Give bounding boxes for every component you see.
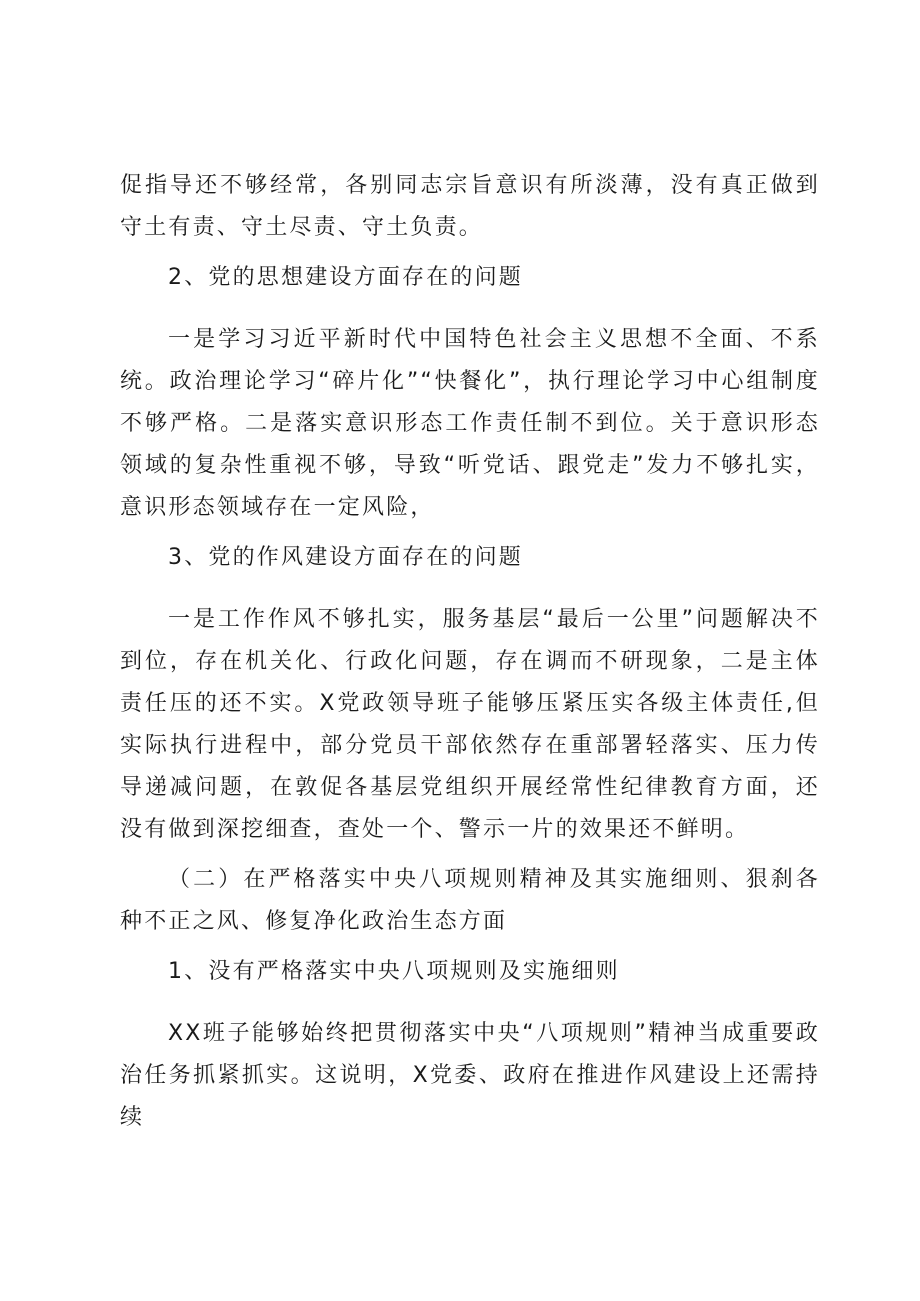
body-paragraph-continued: 促指导还不够经常，各别同志宗旨意识有所淡薄，没有真正做到守土有责、守土尽责、守土负责。 — [120, 173, 820, 240]
subheading-ideological-building: 2、党的思想建设方面存在的问题 — [168, 265, 523, 290]
subheading-eight-rules-implementation: 1、没有严格落实中央八项规则及实施细则 — [168, 959, 620, 984]
body-paragraph-work-style: 一是工作作风不够扎实，服务基层“最后一公里”问题解决不到位，存在机关化、行政化问题，存在调而不研现象，二是主体责任压的还不实。X党政领导班子能够压紧压实各级主体责任,但实际执行进程中，部分党员干部依然存在重部署轻落实、压力传导递减问题，在敦促各基层党组织开展经常性纪律教育方面，还没有做到深挖细查，查处一个、警示一片的效果还不鲜明。 — [120, 607, 820, 842]
body-paragraph-eight-rules: XX班子能够始终把贯彻落实中央“八项规则”精神当成重要政治任务抓紧抓实。这说明，X党委、政府在推进作风建设上还需持续 — [120, 1021, 820, 1130]
subheading-work-style-building: 3、党的作风建设方面存在的问题 — [168, 545, 523, 570]
document-page — [120, 165, 820, 1139]
section-heading-eight-rules: （二）在严格落实中央八项规则精神及其实施细则、狠刹各种不正之风、修复净化政治生态方面 — [120, 867, 820, 934]
body-paragraph-ideological: 一是学习习近平新时代中国特色社会主义思想不全面、不系统。政治理论学习“碎片化”“快餐化”，执行理论学习中心组制度不够严格。二是落实意识形态工作责任制不到位。关于意识形态领域的复杂性重视不够，导致“听党话、跟党走”发力不够扎实，意识形态领域存在一定风险， — [120, 327, 820, 520]
